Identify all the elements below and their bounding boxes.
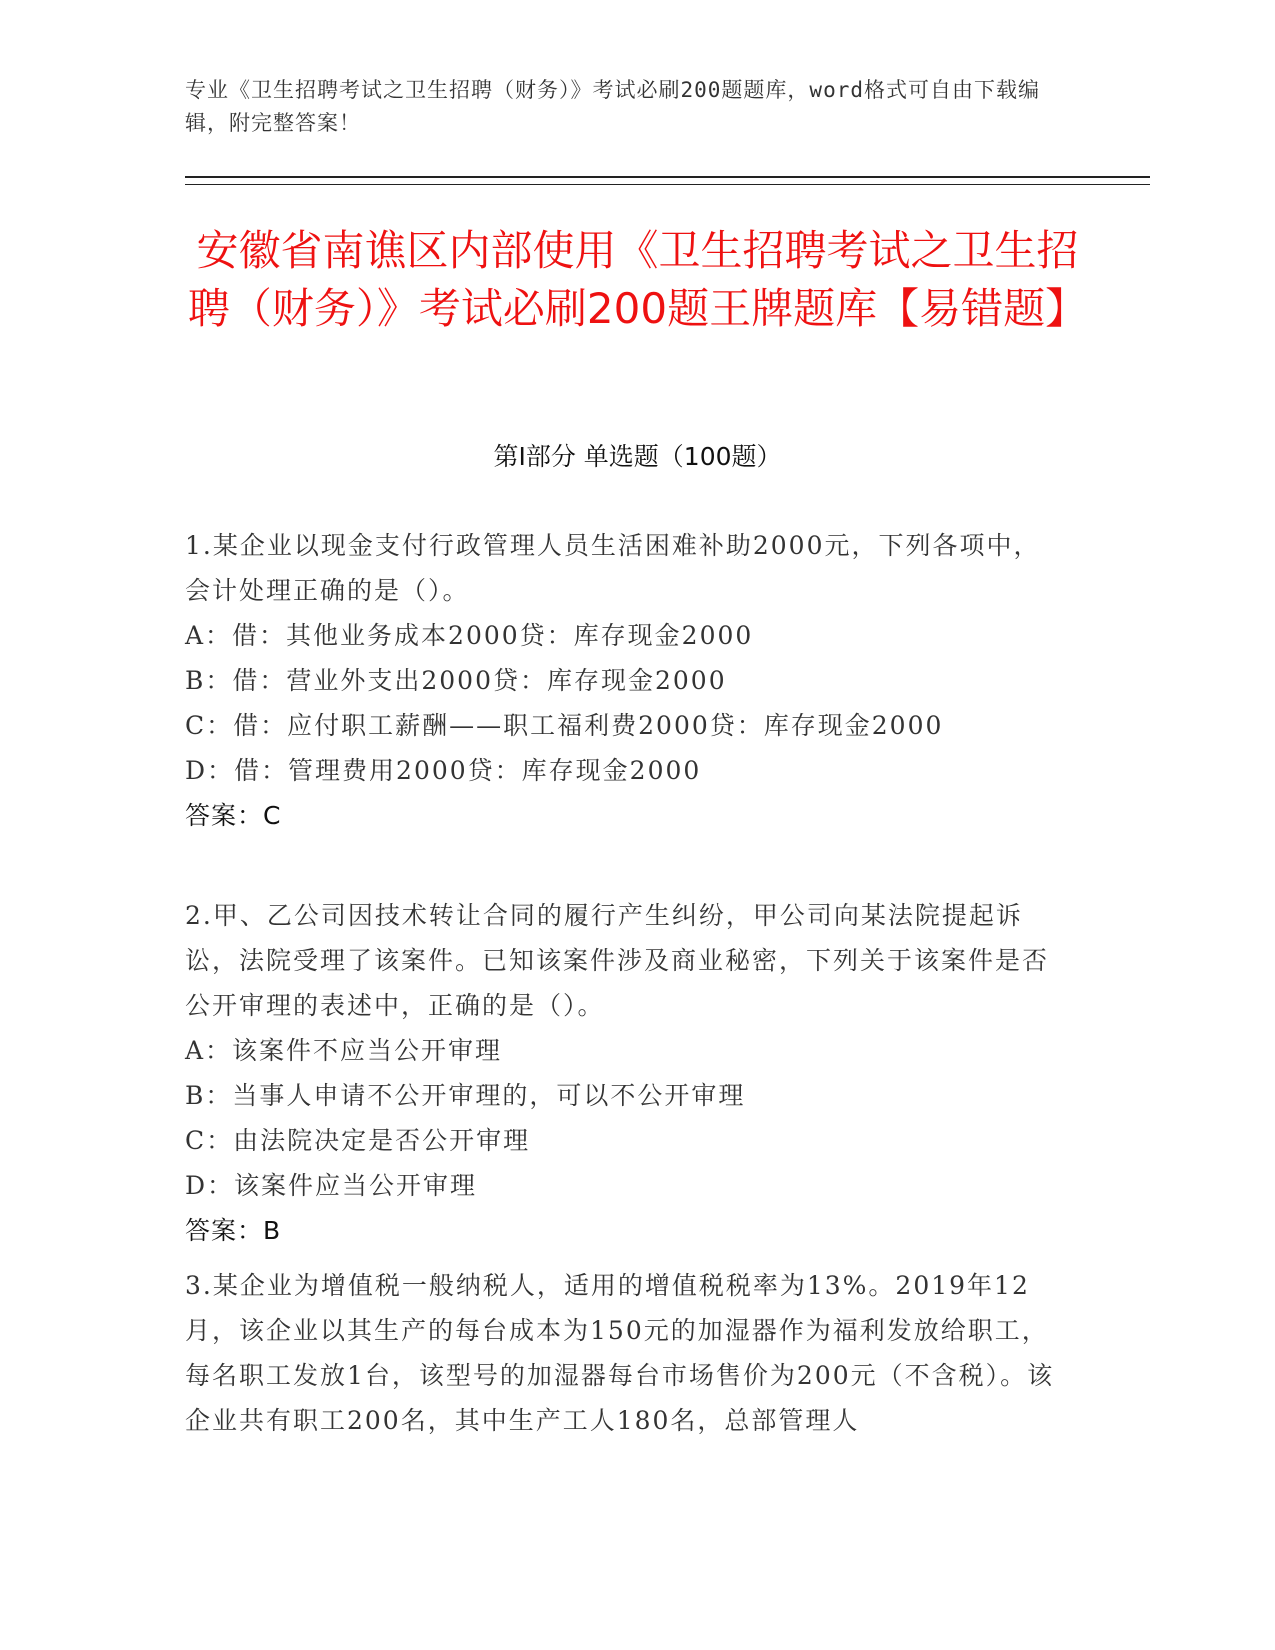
option-c: C：由法院决定是否公开审理 bbox=[185, 1126, 531, 1155]
question-stem: 1.某企业以现金支付行政管理人员生活困难补助2000元，下列各项中，会计处理正确的是（）。 bbox=[185, 531, 1041, 605]
option-d: D：借：管理费用2000贷：库存现金2000 bbox=[185, 756, 702, 785]
question-1 bbox=[185, 523, 1065, 838]
header-note: 专业《卫生招聘考试之卫生招聘（财务）》考试必刷200题题库，word格式可自由下载编辑，附完整答案！ bbox=[185, 78, 1040, 135]
option-b: B：当事人申请不公开审理的，可以不公开审理 bbox=[185, 1081, 746, 1110]
question-stem: 3.某企业为增值税一般纳税人，适用的增值税税率为13%。2019年12月，该企业以其生产的每台成本为150元的加湿器作为福利发放给职工，每名职工发放1台，该型号的加湿器每台市场售价为200元（不含税）。该企业共有职工200名，其中生产工人180名，总部管理人 bbox=[185, 1271, 1055, 1435]
option-a: A：借：其他业务成本2000贷：库存现金2000 bbox=[185, 621, 754, 650]
header-divider-thin bbox=[185, 184, 1150, 185]
answer: 答案：C bbox=[185, 801, 282, 830]
question-stem: 2.甲、乙公司因技术转让合同的履行产生纠纷，甲公司向某法院提起诉讼，法院受理了该案件。已知该案件涉及商业秘密，下列关于该案件是否公开审理的表述中，正确的是（）。 bbox=[185, 901, 1050, 1020]
option-c: C：借：应付职工薪酬——职工福利费2000贷：库存现金2000 bbox=[185, 711, 944, 740]
document-title: 安徽省南谯区内部使用《卫生招聘考试之卫生招聘（财务）》考试必刷200题王牌题库【易错题】 bbox=[187, 226, 1088, 333]
option-b: B：借：营业外支出2000贷：库存现金2000 bbox=[185, 666, 727, 695]
answer: 答案：B bbox=[185, 1216, 282, 1245]
option-d: D：该案件应当公开审理 bbox=[185, 1171, 478, 1200]
question-2 bbox=[185, 893, 1065, 1253]
question-3 bbox=[185, 1263, 1065, 1443]
section-heading: 第I部分 单选题（100题） bbox=[493, 442, 782, 471]
header-divider-thick bbox=[185, 176, 1150, 178]
option-a: A：该案件不应当公开审理 bbox=[185, 1036, 503, 1065]
